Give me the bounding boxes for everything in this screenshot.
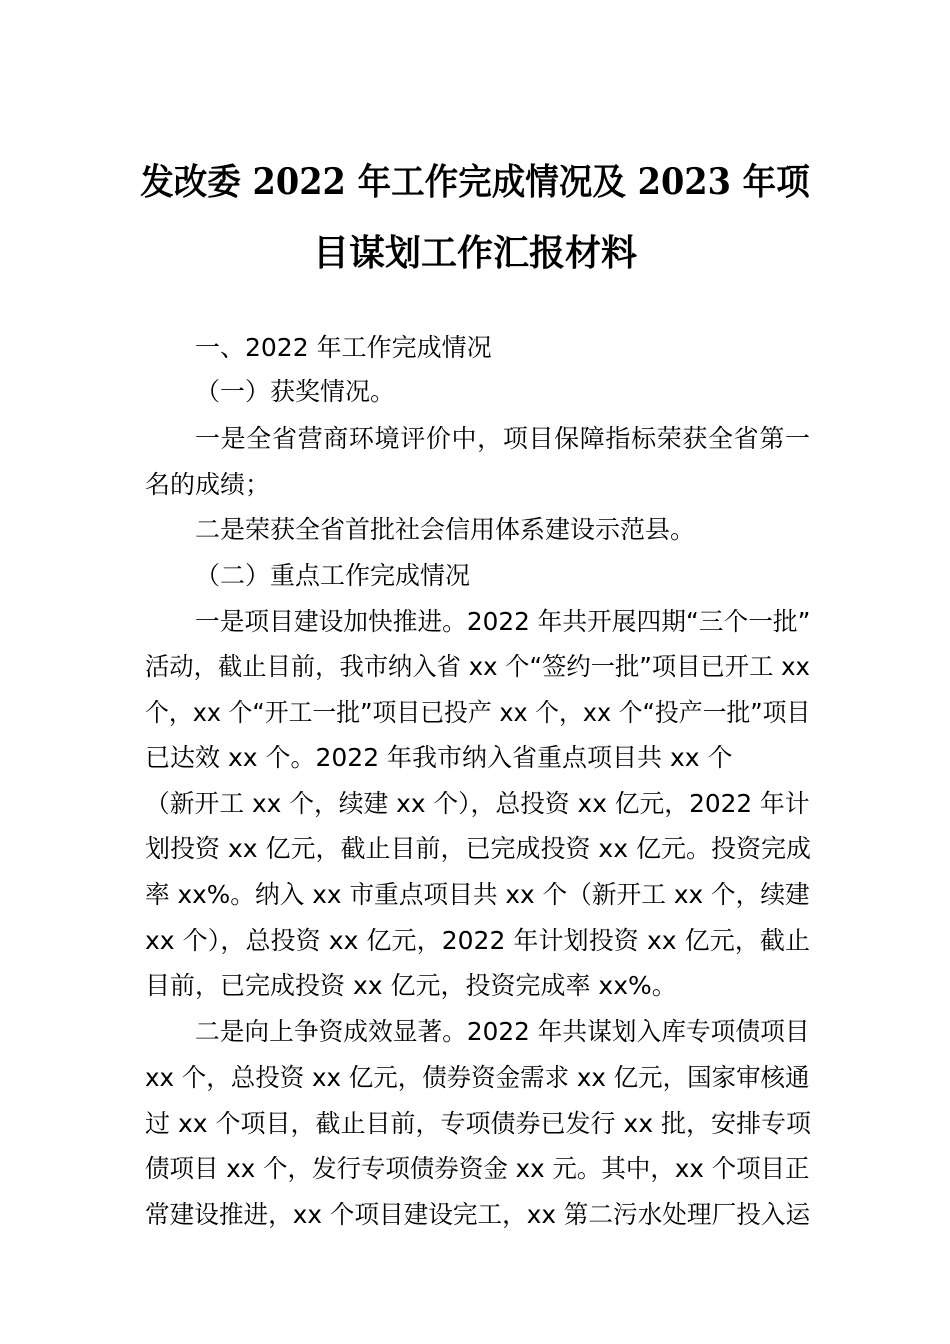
- paragraph-line: 债项目 xx 个，发行专项债券资金 xx 元。其中，xx 个项目正: [145, 1154, 810, 1183]
- paragraph-line: 一是全省营商环境评价中，项目保障指标荣获全省第一: [195, 424, 810, 453]
- subsection-heading: （一）获奖情况。: [195, 377, 396, 406]
- paragraph-line: 目前，已完成投资 xx 亿元，投资完成率 xx%。: [145, 971, 677, 1000]
- paragraph-line: 一是项目建设加快推进。2022 年共开展四期“三个一批”: [195, 607, 811, 636]
- paragraph-line: 已达效 xx 个。2022 年我市纳入省重点项目共 xx 个: [145, 743, 733, 772]
- paragraph-line: 率 xx%。纳入 xx 市重点项目共 xx 个（新开工 xx 个，续建: [145, 880, 810, 909]
- paragraph-line: xx 个，总投资 xx 亿元，债券资金需求 xx 亿元，国家审核通: [145, 1063, 810, 1092]
- paragraph-line: 二是向上争资成效显著。2022 年共谋划入库专项债项目: [195, 1017, 810, 1046]
- document-title-line-1: 发改委 2022 年工作完成情况及 2023 年项: [140, 161, 810, 203]
- paragraph-line: 过 xx 个项目，截止目前，专项债券已发行 xx 批，安排专项: [145, 1109, 811, 1138]
- paragraph-line: 活动，截止目前，我市纳入省 xx 个“签约一批”项目已开工 xx: [145, 652, 810, 681]
- paragraph-line: 划投资 xx 亿元，截止目前，已完成投资 xx 亿元。投资完成: [145, 834, 811, 863]
- paragraph-line: xx 个），总投资 xx 亿元，2022 年计划投资 xx 亿元，截止: [145, 926, 810, 955]
- section-heading: 一、2022 年工作完成情况: [195, 333, 492, 362]
- paragraph-line: 个，xx 个“开工一批”项目已投产 xx 个，xx 个“投产一批”项目: [145, 698, 811, 727]
- paragraph-line: 名的成绩；: [145, 470, 271, 499]
- paragraph-line: （新开工 xx 个，续建 xx 个），总投资 xx 亿元，2022 年计: [145, 789, 810, 818]
- paragraph-line: 二是荣获全省首批社会信用体系建设示范县。: [195, 515, 696, 544]
- subsection-heading: （二）重点工作完成情况: [195, 561, 471, 590]
- document-title-line-2: 目谋划工作汇报材料: [312, 232, 637, 274]
- paragraph-line: 常建设推进，xx 个项目建设完工，xx 第二污水处理厂投入运: [145, 1200, 811, 1229]
